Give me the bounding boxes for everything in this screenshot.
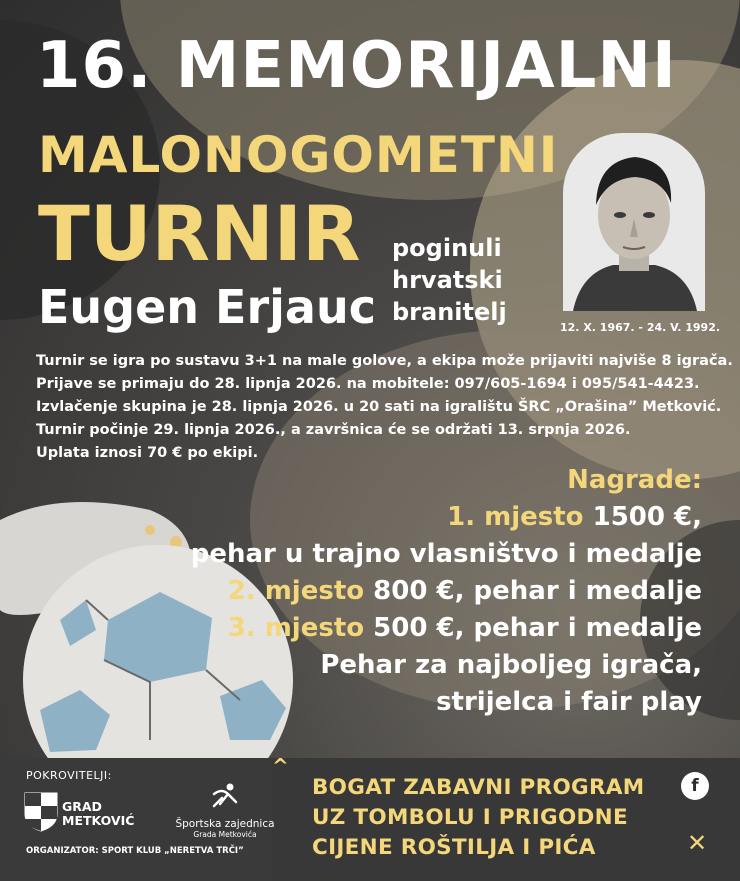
sports-association-name: Športska zajednica bbox=[175, 818, 275, 830]
honoree-description-line: branitelj bbox=[392, 298, 507, 326]
city-coat-of-arms-icon bbox=[24, 792, 58, 836]
prize-special-line: Pehar za najboljeg igrača, bbox=[320, 650, 702, 680]
program-line: UZ TOMBOLU I PRIGODNE bbox=[312, 805, 628, 830]
prize-third bbox=[191, 610, 702, 647]
close-icon[interactable]: ✕ bbox=[687, 829, 708, 857]
prize-second-place: 2. mjesto bbox=[227, 576, 365, 606]
prize-second bbox=[191, 573, 702, 610]
sponsors-label: POKROVITELJI: bbox=[26, 769, 112, 782]
city-logo-line: METKOVIĆ bbox=[62, 813, 135, 828]
honoree-portrait bbox=[563, 133, 705, 311]
prize-special-line: strijelca i fair play bbox=[436, 687, 702, 717]
honoree-dates: 12. X. 1967. - 24. V. 1992. bbox=[560, 321, 721, 334]
prize-second-rest: 800 €, pehar i medalje bbox=[364, 576, 702, 606]
honoree-description bbox=[392, 232, 507, 328]
tournament-info bbox=[36, 350, 733, 465]
city-logo-line: GRAD bbox=[62, 799, 102, 814]
info-line: Uplata iznosi 70 € po ekipi. bbox=[36, 445, 259, 461]
city-logo bbox=[24, 792, 134, 836]
chevron-up-icon[interactable]: ^ bbox=[272, 754, 289, 778]
title-line-1: 16. MEMORIJALNI bbox=[36, 29, 677, 103]
facebook-icon[interactable]: f bbox=[681, 772, 709, 800]
honoree-name: Eugen Erjauc bbox=[38, 280, 376, 334]
program-line: CIJENE ROŠTILJA I PIĆA bbox=[312, 835, 596, 860]
info-line: Turnir počinje 29. lipnja 2026., a završnica će se održati 13. srpnja 2026. bbox=[36, 422, 631, 438]
sports-association-city: Grada Metkovića bbox=[193, 830, 257, 839]
prizes-section bbox=[191, 462, 702, 721]
city-logo-text bbox=[62, 800, 134, 828]
prizes-heading: Nagrade: bbox=[567, 465, 702, 495]
prize-first-extra: pehar u trajno vlasništvo i medalje bbox=[190, 539, 702, 569]
info-line: Prijave se primaju do 28. lipnja 2026. na mobitele: 097/605-1694 i 095/541-4423. bbox=[36, 376, 700, 392]
prize-first bbox=[191, 499, 702, 536]
title-line-3: TURNIR bbox=[38, 189, 361, 278]
program-line: BOGAT ZABAVNI PROGRAM bbox=[312, 775, 645, 800]
info-line: Izvlačenje skupina je 28. lipnja 2026. u 20 sati na igralištu ŠRC „Orašina” Metković. bbox=[36, 399, 722, 415]
sports-association-logo-icon bbox=[210, 797, 240, 816]
honoree-description-line: hrvatski bbox=[392, 266, 503, 294]
organizer-text: ORGANIZATOR: SPORT KLUB „NERETVA TRČI” bbox=[26, 846, 244, 856]
info-line: Turnir se igra po sustavu 3+1 na male golove, a ekipa može prijaviti najviše 8 igrača. bbox=[36, 353, 733, 369]
prize-third-place: 3. mjesto bbox=[227, 613, 365, 643]
prize-third-rest: 500 €, pehar i medalje bbox=[364, 613, 702, 643]
honoree-description-line: poginuli bbox=[392, 234, 502, 262]
entertainment-program bbox=[312, 773, 644, 863]
title-line-2: MALONOGOMETNI bbox=[38, 126, 559, 184]
prize-first-place: 1. mjesto bbox=[447, 502, 584, 532]
prize-first-amount: 1500 €, bbox=[583, 502, 702, 532]
sports-association-logo bbox=[175, 782, 275, 839]
